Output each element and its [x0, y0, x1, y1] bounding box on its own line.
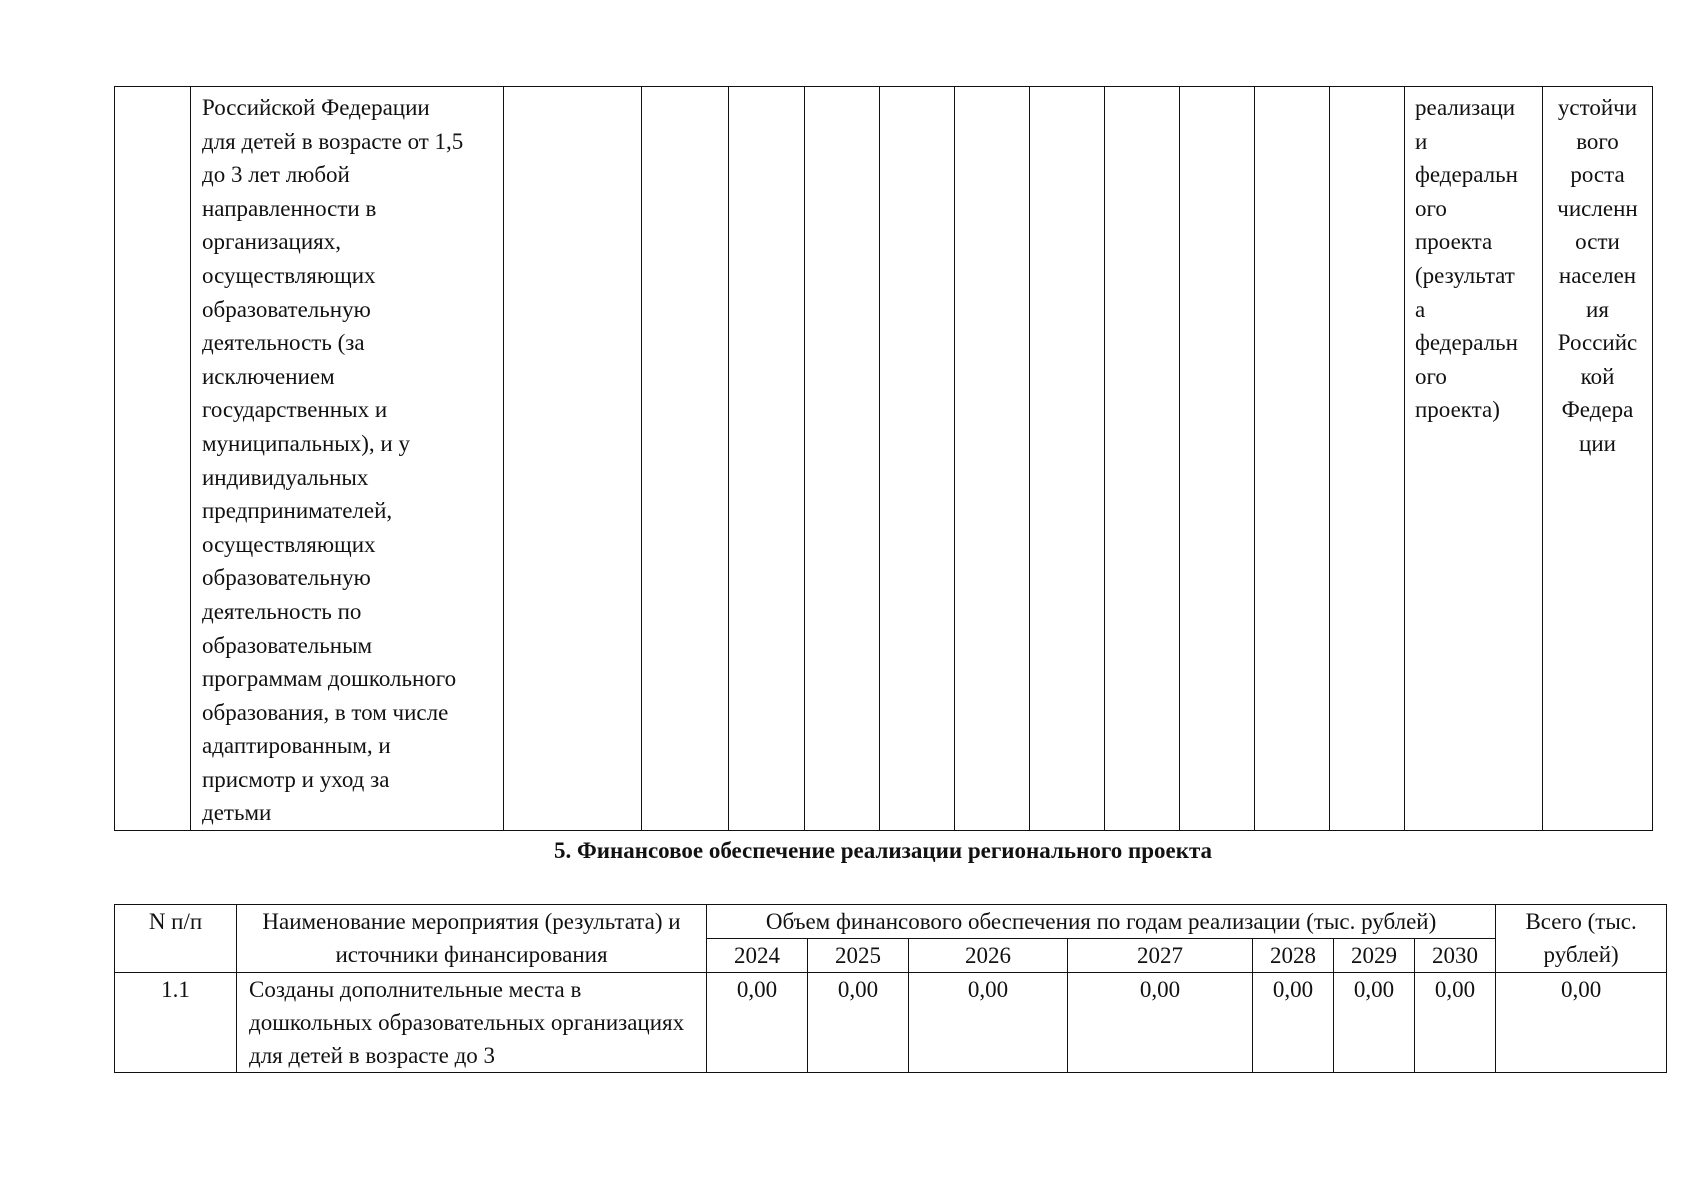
value-total: 0,00: [1496, 973, 1667, 1073]
value-2027: 0,00: [1068, 973, 1253, 1073]
indicators-table-continuation: [114, 86, 1653, 831]
cell-empty: [1105, 87, 1180, 831]
year-2028: 2028: [1253, 939, 1334, 973]
value-2030: 0,00: [1415, 973, 1496, 1073]
cell-empty: [642, 87, 729, 831]
table-row: [115, 973, 1667, 1073]
cell-empty: [805, 87, 880, 831]
result-name-cell: Российской Федерации для детей в возрасте от 1,5 до 3 лет любой направленности в организациях, осуществляющих образовательную деятельность (за исключением государственных и муниципальных), и у индивидуальных предпринимателей, осуществляющих образовательную деятельность по образовательным программам дошкольного образования, в том числе адаптированным, и присмотр и уход за детьми: [191, 87, 504, 831]
cell-empty: [1030, 87, 1105, 831]
cell-empty: [955, 87, 1030, 831]
cell-empty: [504, 87, 642, 831]
cell-empty: [1255, 87, 1330, 831]
value-2025: 0,00: [808, 973, 909, 1073]
value-2026: 0,00: [909, 973, 1068, 1073]
section-title: 5. Финансовое обеспечение реализации регионального проекта: [553, 838, 1213, 863]
value-2029: 0,00: [1334, 973, 1415, 1073]
year-2030: 2030: [1415, 939, 1496, 973]
result-type-cell: реализаци и федеральн ого проекта (результат а федеральн ого проекта): [1405, 87, 1543, 831]
header-row: [115, 905, 1667, 939]
year-2024: 2024: [707, 939, 808, 973]
header-num: N п/п: [115, 905, 237, 973]
table-row: [115, 87, 1653, 831]
year-2027: 2027: [1068, 939, 1253, 973]
header-volume: Объем финансового обеспечения по годам реализации (тыс. рублей): [707, 905, 1496, 939]
year-2026: 2026: [909, 939, 1068, 973]
financing-table: [114, 904, 1667, 1073]
cell-empty: [729, 87, 805, 831]
cell-empty: [1330, 87, 1405, 831]
goal-cell: устойчи вого роста численн ости населен ия Российс кой Федера ции: [1543, 87, 1653, 831]
row-name: Созданы дополнительные места в дошкольных образовательных организациях для детей в возрасте до 3: [237, 973, 707, 1073]
value-2024: 0,00: [707, 973, 808, 1073]
header-name: Наименование мероприятия (результата) и источники финансирования: [237, 905, 707, 973]
header-total: Всего (тыс. рублей): [1496, 905, 1667, 973]
value-2028: 0,00: [1253, 973, 1334, 1073]
cell-empty: [880, 87, 955, 831]
year-2029: 2029: [1334, 939, 1415, 973]
year-2025: 2025: [808, 939, 909, 973]
cell-empty: [115, 87, 191, 831]
cell-empty: [1180, 87, 1255, 831]
row-num: 1.1: [115, 973, 237, 1073]
